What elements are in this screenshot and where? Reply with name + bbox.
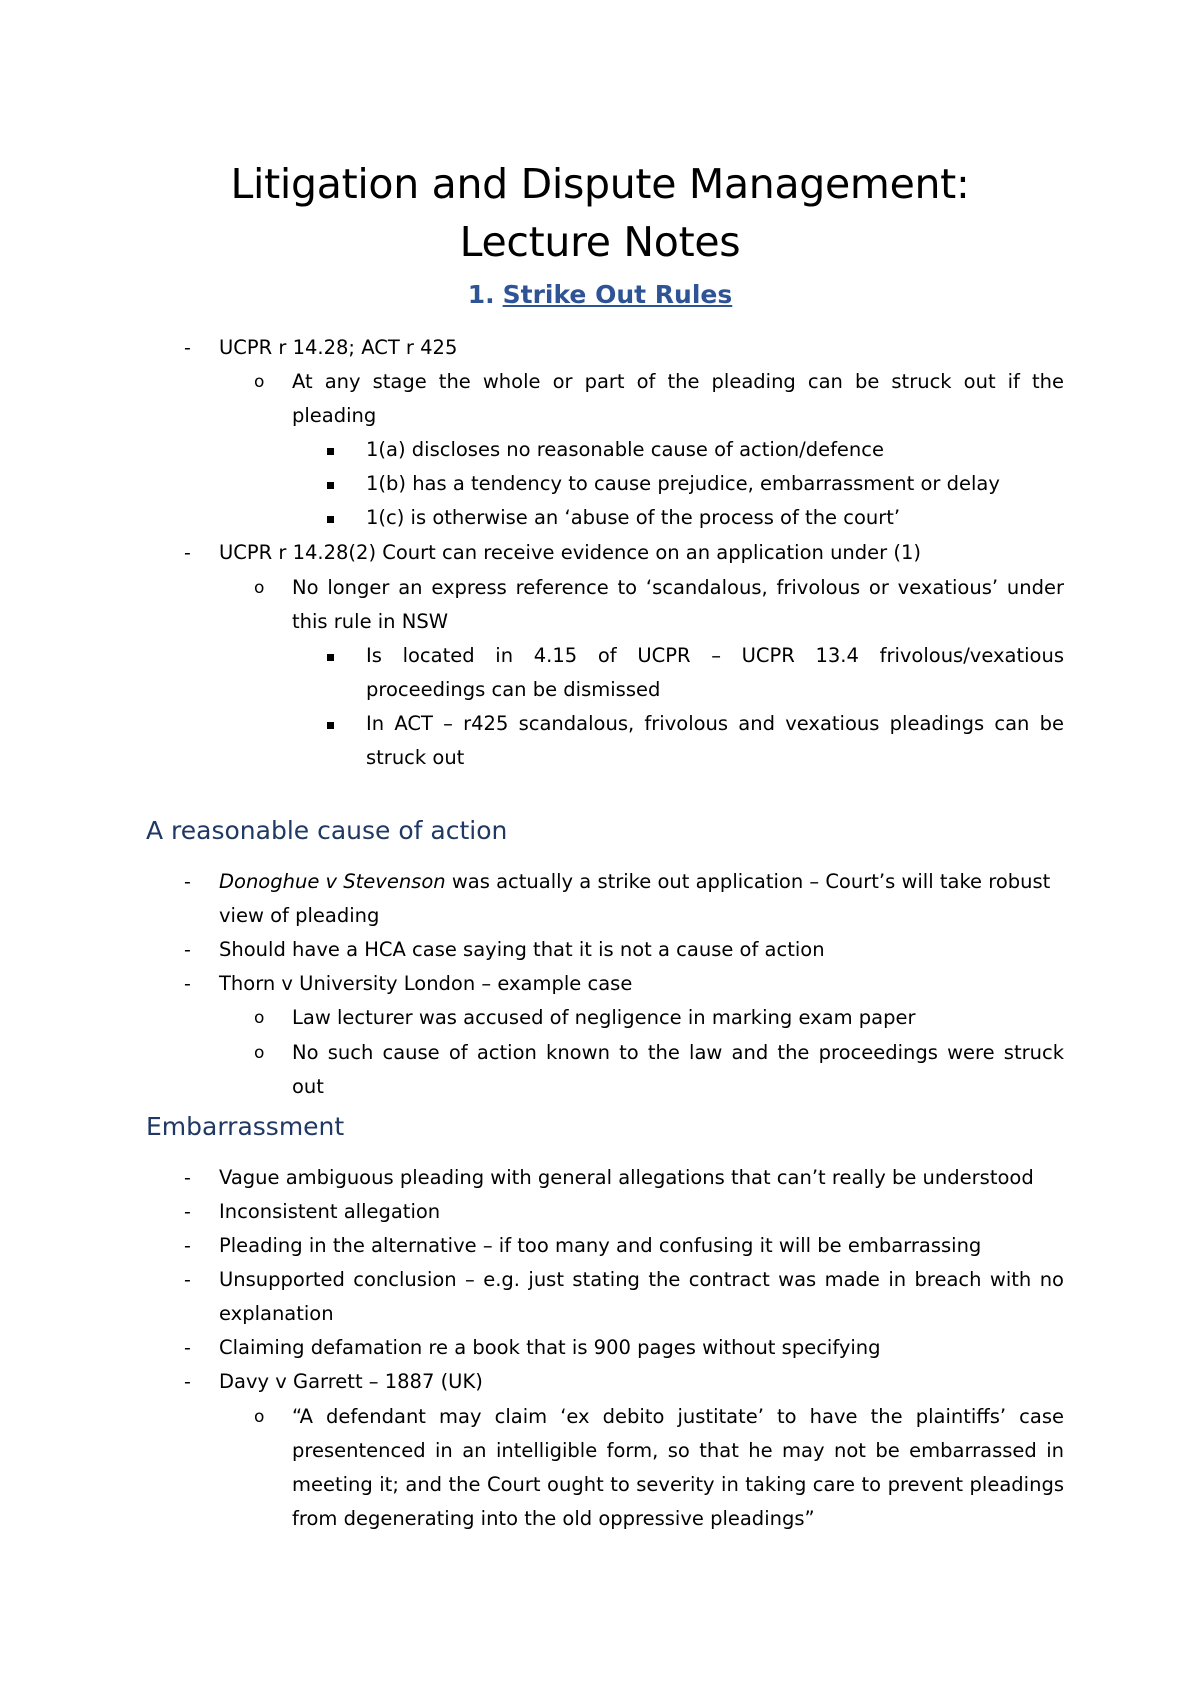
square-bullet-marker — [327, 482, 334, 489]
dash-bullet-marker: - — [184, 542, 191, 564]
dash-bullet-marker: - — [184, 1167, 191, 1189]
list-item: Inconsistent allegation — [219, 1200, 441, 1223]
list-item-continuation: view of pleading — [219, 904, 380, 927]
list-item: No longer an express reference to ‘scandalous, frivolous or vexatious’ under — [292, 576, 1064, 599]
square-bullet-marker — [327, 722, 334, 729]
dash-bullet-marker: - — [184, 1337, 191, 1359]
section-heading-reasonable-cause: A reasonable cause of action — [146, 816, 508, 845]
quote-line: presentenced in an intelligible form, so that he may not be embarrassed in — [292, 1439, 1064, 1462]
case-name: Donoghue v Stevenson — [219, 870, 446, 893]
list-item: Thorn v University London – example case — [219, 972, 633, 995]
circle-bullet-marker: o — [254, 1407, 265, 1427]
list-item: At any stage the whole or part of the pleading can be struck out if the — [292, 370, 1064, 393]
dash-bullet-marker: - — [184, 337, 191, 359]
dash-bullet-marker: - — [184, 871, 191, 893]
square-bullet-marker — [327, 516, 334, 523]
circle-bullet-marker: o — [254, 578, 265, 598]
quote-line: “A defendant may claim ‘ex debito justitate’ to have the plaintiffs’ case — [292, 1405, 1064, 1428]
section-title: Strike Out Rules — [502, 280, 733, 309]
dash-bullet-marker: - — [184, 1371, 191, 1393]
circle-bullet-marker: o — [254, 1008, 265, 1028]
list-item-continuation: pleading — [292, 404, 377, 427]
list-item: UCPR r 14.28(2) Court can receive evidence on an application under (1) — [219, 541, 921, 564]
list-item-text: was actually a strike out application – Court’s will take robust — [445, 870, 1051, 893]
list-item — [219, 870, 1050, 894]
list-item: Is located in 4.15 of UCPR – UCPR 13.4 frivolous/vexatious — [366, 644, 1064, 667]
dash-bullet-marker: - — [184, 939, 191, 961]
list-item: Law lecturer was accused of negligence in marking exam paper — [292, 1006, 916, 1029]
section-number: 1. — [467, 280, 495, 309]
document-title-line2: Lecture Notes — [459, 218, 741, 266]
list-item-continuation: out — [292, 1075, 324, 1098]
section-heading-embarrassment: Embarrassment — [146, 1112, 345, 1141]
dash-bullet-marker: - — [184, 973, 191, 995]
list-item: In ACT – r425 scandalous, frivolous and vexatious pleadings can be — [366, 712, 1064, 735]
list-item: 1(b) has a tendency to cause prejudice, embarrassment or delay — [366, 472, 1000, 495]
dash-bullet-marker: - — [184, 1235, 191, 1257]
dash-bullet-marker: - — [184, 1269, 191, 1291]
list-item: No such cause of action known to the law and the proceedings were struck — [292, 1041, 1064, 1064]
circle-bullet-marker: o — [254, 372, 265, 392]
list-item: UCPR r 14.28; ACT r 425 — [219, 336, 458, 359]
list-item-continuation: this rule in NSW — [292, 610, 448, 633]
dash-bullet-marker: - — [184, 1201, 191, 1223]
list-item: Should have a HCA case saying that it is not a cause of action — [219, 938, 825, 961]
list-item: Davy v Garrett – 1887 (UK) — [219, 1370, 483, 1393]
quote-line: from degenerating into the old oppressive pleadings” — [292, 1507, 815, 1530]
circle-bullet-marker: o — [254, 1043, 265, 1063]
list-item-continuation: explanation — [219, 1302, 334, 1325]
document-title-line1: Litigation and Dispute Management: — [230, 160, 970, 208]
list-item: Pleading in the alternative – if too many and confusing it will be embarrassing — [219, 1234, 982, 1257]
list-item-continuation: proceedings can be dismissed — [366, 678, 661, 701]
section-heading-strike-out-rules — [0, 280, 1200, 309]
list-item: Vague ambiguous pleading with general allegations that can’t really be understood — [219, 1166, 1034, 1189]
list-item-continuation: struck out — [366, 746, 465, 769]
square-bullet-marker — [327, 654, 334, 661]
list-item: Unsupported conclusion – e.g. just stating the contract was made in breach with no — [219, 1268, 1064, 1291]
square-bullet-marker — [327, 448, 334, 455]
list-item: 1(c) is otherwise an ‘abuse of the process of the court’ — [366, 506, 901, 529]
list-item: Claiming defamation re a book that is 900 pages without specifying — [219, 1336, 881, 1359]
quote-line: meeting it; and the Court ought to severity in taking care to prevent pleadings — [292, 1473, 1064, 1496]
list-item: 1(a) discloses no reasonable cause of action/defence — [366, 438, 885, 461]
